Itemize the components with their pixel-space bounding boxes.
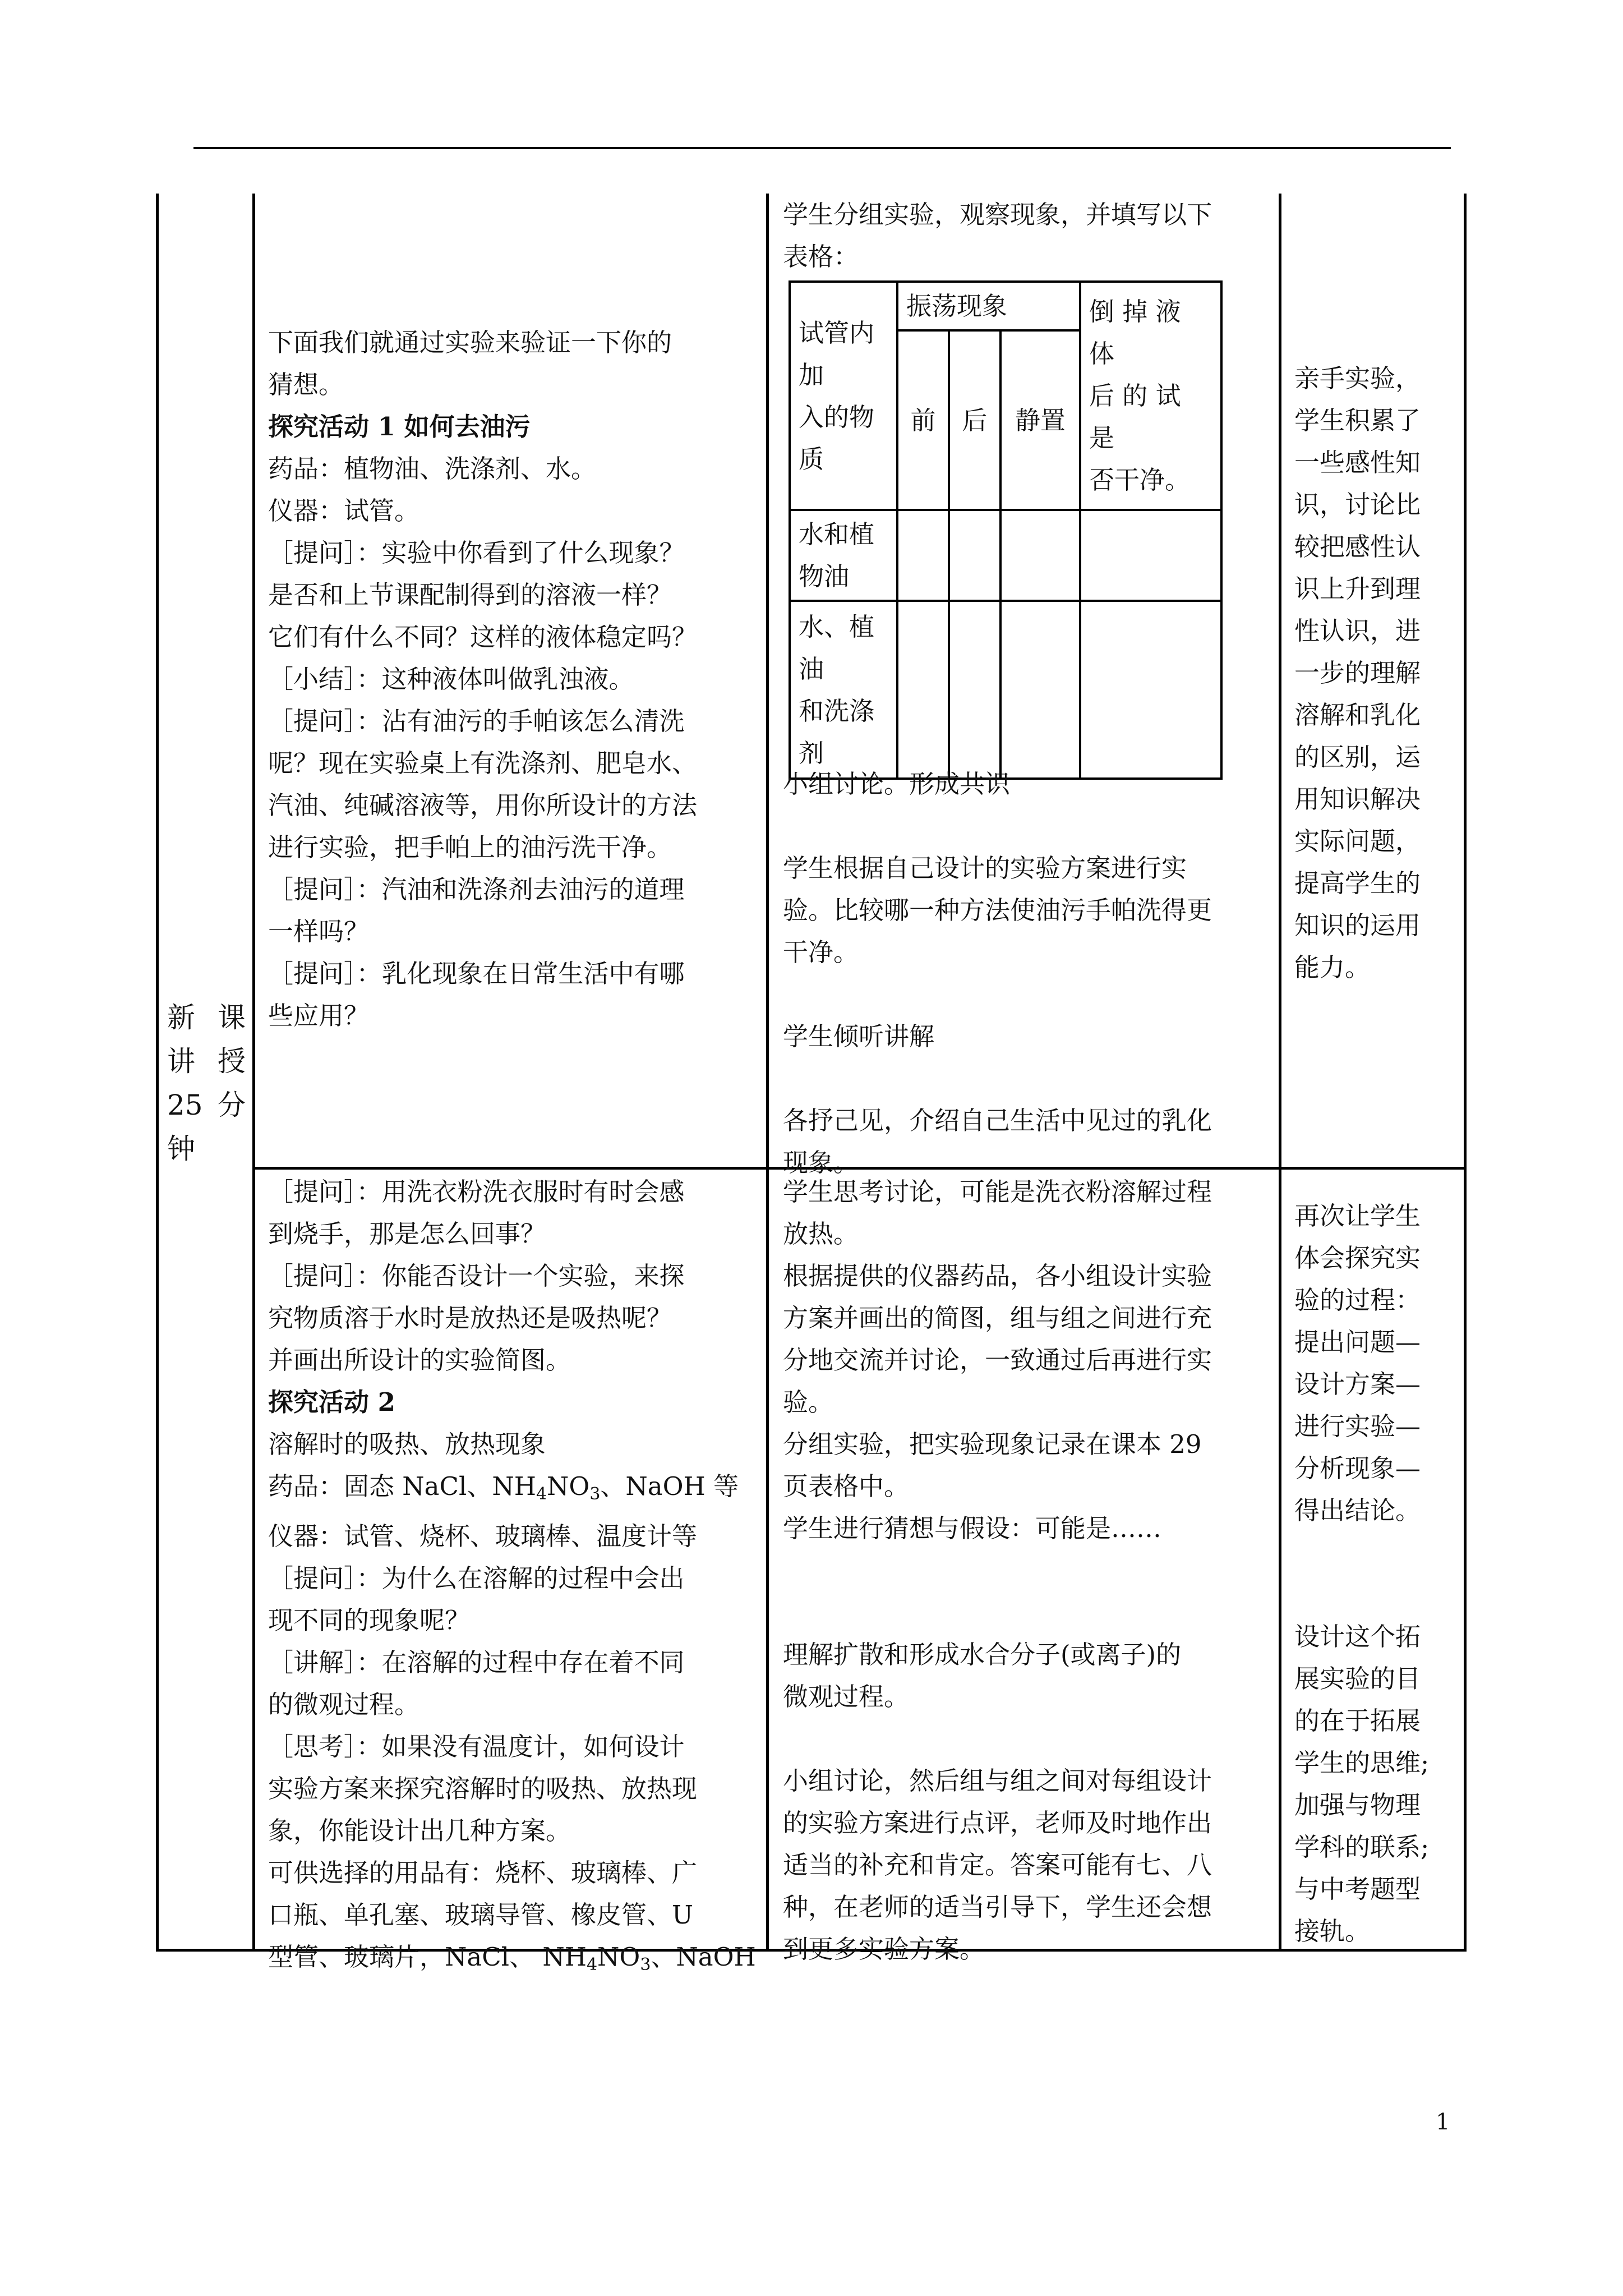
header-before: 前 <box>897 330 949 510</box>
section1-student-intro: 学生分组实验，观察现象，并填写以下 表格： <box>783 200 1212 272</box>
section2-student-activity: 学生思考讨论，可能是洗衣粉溶解过程 放热。 根据提供的仪器药品，各小组设计实验 方案并画出的简图，组与组之间进行充 分地交流并讨论，一致通过后再进行实 验。 分组实验，把实验现象记录在课本 29 页表格中。 学生进行猜想与假设：可能是…… 理解扩散和形成水合分子(或离子)的 微观过程。 小组讨论，然后组与组之间对每组设计 的实验方案进行点评，老师及时地作出 适当的补充和肯定。答案可能有七、八 种，在老师的适当引导下，学生还会想 到更多实验方案。 <box>783 1177 1212 1964</box>
header-after: 后 <box>949 330 1000 510</box>
cell-empty <box>1080 601 1221 779</box>
header-shake: 振荡现象 <box>897 282 1080 330</box>
section2-design-intent: 再次让学生 体会探究实 验的过程： 提出问题— 设计方案— 进行实验— 分析现象— 得出结论。 设计这个拓 展实验的目 的在于拓展 学生的思维; 加强与物理 学科的联系; 与中考题型 接轨。 <box>1294 1201 1430 1946</box>
table-divider-3 <box>1279 194 1281 1952</box>
table-divider-1 <box>252 194 255 1952</box>
table-border-left <box>156 194 159 1952</box>
row-water-oil: 水和植 物油 <box>790 510 897 601</box>
cell-empty <box>897 510 949 601</box>
cell-empty <box>1000 601 1080 779</box>
cell-empty <box>1080 510 1221 601</box>
header-rest: 静置 <box>1000 330 1080 510</box>
section1-student-after: 小组讨论。形成共识 学生根据自己设计的实验方案进行实 验。比较哪一种方法使油污手帕洗得更 干净。 学生倾听讲解 各抒己见，介绍自己生活中见过的乳化 现象。 <box>783 769 1212 1177</box>
header-rule <box>193 147 1451 149</box>
cell-empty <box>1000 510 1080 601</box>
cell-empty <box>949 510 1000 601</box>
table-border-right <box>1464 194 1467 1952</box>
section1-teacher-activity: 下面我们就通过实验来验证一下你的 猜想。 探究活动 1 如何去油污 药品：植物油、洗涤剂、水。 仪器：试管。 ［提问］：实验中你看到了什么现象？ 是否和上节课配制得到的溶液一样？ 它们有什么不同？这样的液体稳定吗？ ［小结］：这种液体叫做乳浊液。 ［提问］：沾有油污的手帕该怎么清洗 呢？现在实验桌上有洗涤剂、肥皂水、 汽油、纯碱溶液等，用你所设计的方法 进行实验，把手帕上的油污洗干净。 ［提问］：汽油和洗涤剂去油污的道理 一样吗？ ［提问］：乳化现象在日常生活中有哪 些应用？ <box>268 328 698 1030</box>
stage-label: 新 课 讲授 25 分 钟 <box>167 1001 246 1165</box>
section1-design-intent: 亲手实验， 学生积累了 一些感性知 识，讨论比 较把感性认 识上升到理 性认识，进 一步的理解 溶解和乳化 的区别，运 用知识解决 实际问题， 提高学生的 知识的运用 能力。 <box>1294 364 1421 982</box>
header-clean: 倒 掉 液 体 后 的 试 是 否干净。 <box>1080 282 1221 510</box>
section2-teacher-activity: ［提问］：用洗衣粉洗衣服时有时会感 到烧手，那是怎么回事？ ［提问］：你能否设计一个实验，来探 究物质溶于水时是放热还是吸热呢？ 并画出所设计的实验简图。 探究活动 2 溶解时的吸热、放热现象 药品：固态 NaCl、$NH_4NO_3$、NaOH 等 仪器：试管、烧杯、玻璃棒、温度计等 ［提问］：为什么在溶解的过程中会出 现不同的现象呢？ ［讲解］：在溶解的过程中存在着不同 的微观过程。 ［思考］：如果没有温度计，如何设计 实验方案来探究溶解时的吸热、放热现 象，你能设计出几种方案。 可供选择的用品有：烧杯、玻璃棒、广 口瓶、单孔塞、玻璃导管、橡皮管、U 型管、玻璃片，NaCl、 $NH_4NO_3$、NaOH <box>268 1177 756 1975</box>
header-substance: 试管内 加 入的物 质 <box>790 282 897 510</box>
observation-table <box>789 280 1223 780</box>
cell-empty <box>949 601 1000 779</box>
page-number: 1 <box>1436 2109 1450 2135</box>
table-divider-2 <box>766 194 769 1952</box>
lesson-table <box>156 194 1467 1975</box>
row-water-oil-detergent: 水、植 油 和洗涤 剂 <box>790 601 897 779</box>
cell-empty <box>897 601 949 779</box>
